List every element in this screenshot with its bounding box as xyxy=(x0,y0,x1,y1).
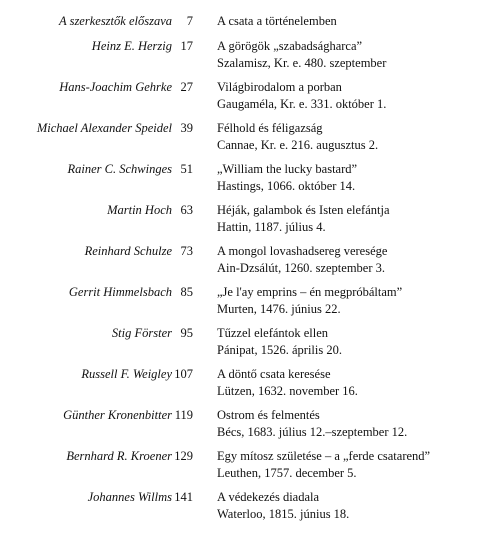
toc-subtitle: Gaugaméla, Kr. e. 331. október 1. xyxy=(217,97,387,111)
toc-subtitle: Szalamisz, Kr. e. 480. szeptember xyxy=(217,56,387,70)
toc-subtitle: Waterloo, 1815. június 18. xyxy=(217,507,350,521)
toc-title: „William the lucky bastard” xyxy=(217,162,358,176)
toc-title: Félhold és féligazság xyxy=(217,121,323,135)
toc-page-number: 17 xyxy=(180,39,193,53)
toc-entry xyxy=(0,485,479,526)
toc-subtitle: Bécs, 1683. július 12.–szeptember 12. xyxy=(217,425,408,439)
toc-page-number: 27 xyxy=(180,80,193,94)
toc-title: A döntő csata keresése xyxy=(217,367,331,381)
toc-entry xyxy=(0,280,479,321)
toc-subtitle: Cannae, Kr. e. 216. augusztus 2. xyxy=(217,138,379,152)
toc-entry xyxy=(0,75,479,116)
toc-author: Bernhard R. Kroener xyxy=(66,449,172,463)
toc-title: A mongol lovashadsereg veresége xyxy=(217,244,388,258)
table-of-contents xyxy=(0,9,479,526)
toc-entry xyxy=(0,403,479,444)
toc-subtitle: Lützen, 1632. november 16. xyxy=(217,384,358,398)
toc-title: „Je l'ay emprins – én megpróbáltam” xyxy=(217,285,403,299)
toc-title: Világbirodalom a porban xyxy=(217,80,342,94)
toc-author: Reinhard Schulze xyxy=(84,244,172,258)
toc-page-number: 63 xyxy=(180,203,193,217)
toc-entry xyxy=(0,116,479,157)
toc-title: Egy mítosz születése – a „ferde csatarend” xyxy=(217,449,431,463)
toc-page-number: 51 xyxy=(180,162,193,176)
toc-entry xyxy=(0,362,479,403)
toc-entry xyxy=(0,198,479,239)
toc-author: Stig Förster xyxy=(111,326,172,340)
toc-title: A védekezés diadala xyxy=(217,490,320,504)
toc-author: Gerrit Himmelsbach xyxy=(68,285,172,299)
toc-page-number: 141 xyxy=(174,490,193,504)
toc-page-number: 73 xyxy=(180,244,193,258)
toc-subtitle: Hattin, 1187. július 4. xyxy=(217,220,326,234)
toc-entry xyxy=(0,444,479,485)
toc-title: Héják, galambok és Isten elefántja xyxy=(217,203,390,217)
toc-entry xyxy=(0,9,479,34)
toc-subtitle: Leuthen, 1757. december 5. xyxy=(217,466,357,480)
toc-title: Ostrom és felmentés xyxy=(217,408,320,422)
toc-entry xyxy=(0,321,479,362)
toc-subtitle: Pánipat, 1526. április 20. xyxy=(217,343,342,357)
toc-entry xyxy=(0,157,479,198)
toc-author: Rainer C. Schwinges xyxy=(67,162,172,176)
toc-page-number: 107 xyxy=(174,367,193,381)
toc-title: A csata a történelemben xyxy=(217,14,337,28)
toc-author: Martin Hoch xyxy=(107,203,172,217)
toc-entry xyxy=(0,34,479,75)
toc-title: A görögök „szabadságharca” xyxy=(217,39,363,53)
toc-subtitle: Ain-Dzsálút, 1260. szeptember 3. xyxy=(217,261,386,275)
toc-author: Hans-Joachim Gehrke xyxy=(59,80,172,94)
toc-title: Tűzzel elefántok ellen xyxy=(217,326,329,340)
toc-author: A szerkesztők előszava xyxy=(59,14,172,28)
toc-entry xyxy=(0,239,479,280)
toc-author: Günther Kronenbitter xyxy=(63,408,172,422)
toc-subtitle: Murten, 1476. június 22. xyxy=(217,302,341,316)
toc-page-number: 129 xyxy=(174,449,193,463)
toc-page-number: 95 xyxy=(180,326,193,340)
toc-subtitle: Hastings, 1066. október 14. xyxy=(217,179,356,193)
toc-author: Russell F. Weigley xyxy=(81,367,172,381)
toc-page-number: 85 xyxy=(180,285,193,299)
toc-author: Heinz E. Herzig xyxy=(91,39,172,53)
toc-author: Michael Alexander Speidel xyxy=(36,121,172,135)
toc-page-number: 119 xyxy=(174,408,193,422)
toc-page-number: 39 xyxy=(180,121,193,135)
toc-author: Johannes Willms xyxy=(87,490,172,504)
toc-page-number: 7 xyxy=(186,14,193,28)
